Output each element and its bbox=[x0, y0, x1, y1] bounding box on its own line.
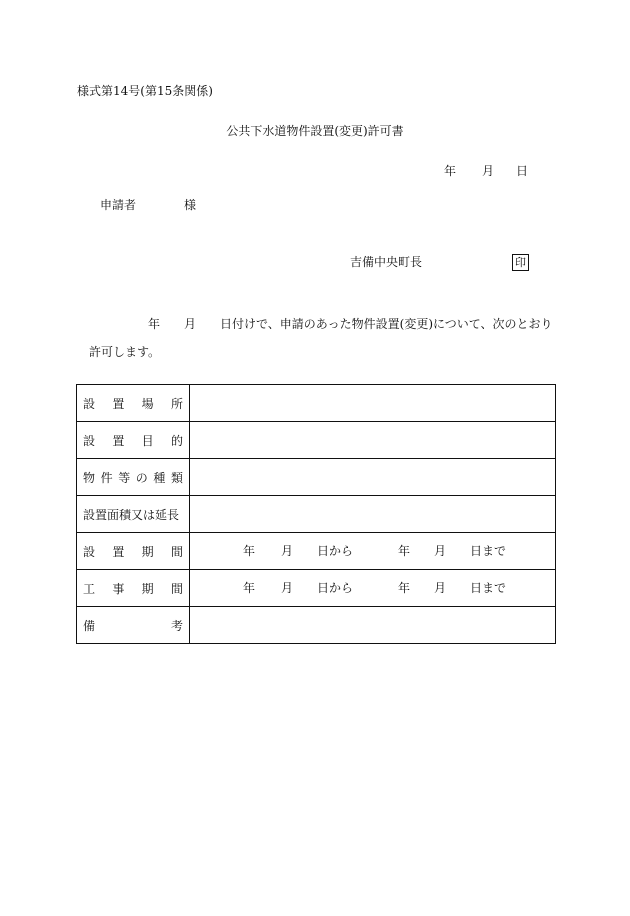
value-area-length[interactable] bbox=[190, 496, 556, 533]
form-number: 様式第14号(第15条関係) bbox=[77, 84, 213, 98]
row-label-installation-period bbox=[77, 533, 190, 570]
label-char: 期 bbox=[141, 544, 154, 559]
applicant-label: 申請者 bbox=[100, 198, 137, 212]
period-end-year: 年 bbox=[398, 544, 411, 558]
label-char: 種 bbox=[153, 470, 166, 485]
body-text-line2: 許可します。 bbox=[89, 345, 161, 359]
label-char: 備 bbox=[83, 618, 96, 633]
document-title: 公共下水道物件設置(変更)許可書 bbox=[226, 124, 404, 138]
label-char: 工 bbox=[83, 581, 96, 596]
permit-details-table bbox=[76, 384, 556, 644]
period-start-day: 日から bbox=[317, 581, 354, 595]
period-end-day: 日まで bbox=[470, 581, 507, 595]
date-month: 月 bbox=[482, 164, 495, 178]
label-char: 場 bbox=[141, 396, 154, 411]
value-construction-period[interactable] bbox=[190, 570, 556, 607]
label-char: 事 bbox=[112, 581, 125, 596]
period-start-year: 年 bbox=[243, 544, 256, 558]
value-item-type[interactable] bbox=[190, 459, 556, 496]
period-start-year: 年 bbox=[243, 581, 256, 595]
period-start-month: 月 bbox=[281, 544, 294, 558]
period-end-day: 日まで bbox=[470, 544, 507, 558]
label-char: 間 bbox=[170, 581, 183, 596]
label-char: 期 bbox=[141, 581, 154, 596]
date-day: 日 bbox=[516, 164, 529, 178]
label-char: の bbox=[135, 470, 148, 485]
label-char: 等 bbox=[118, 470, 131, 485]
seal-mark: 印 bbox=[512, 254, 529, 271]
table-row bbox=[77, 459, 556, 496]
row-label-location bbox=[77, 385, 190, 422]
label-char: 置 bbox=[112, 396, 125, 411]
table-row bbox=[77, 385, 556, 422]
period-end-month: 月 bbox=[434, 581, 447, 595]
label-char: 的 bbox=[170, 433, 183, 448]
label-char: 間 bbox=[170, 544, 183, 559]
table-row bbox=[77, 496, 556, 533]
body-year: 年 bbox=[148, 317, 161, 331]
label-char: 設 bbox=[83, 396, 96, 411]
period-end-year: 年 bbox=[398, 581, 411, 595]
label-char: 所 bbox=[170, 396, 183, 411]
value-purpose[interactable] bbox=[190, 422, 556, 459]
row-label-purpose bbox=[77, 422, 190, 459]
table-row bbox=[77, 607, 556, 644]
label-char: 設 bbox=[83, 544, 96, 559]
body-text-line1: 日付けで、申請のあった物件設置(変更)について、次のとおり bbox=[220, 317, 553, 331]
row-label-remarks bbox=[77, 607, 190, 644]
row-label-area-length bbox=[77, 496, 190, 533]
table-row bbox=[77, 533, 556, 570]
label-char: 考 bbox=[170, 618, 183, 633]
row-label-construction-period bbox=[77, 570, 190, 607]
label-char: 物 bbox=[83, 470, 96, 485]
row-label-item-type bbox=[77, 459, 190, 496]
table-row bbox=[77, 422, 556, 459]
value-remarks[interactable] bbox=[190, 607, 556, 644]
label-text: 設置面積又は延長 bbox=[83, 507, 180, 522]
value-installation-period[interactable] bbox=[190, 533, 556, 570]
issuer-name: 吉備中央町長 bbox=[350, 255, 423, 269]
value-location[interactable] bbox=[190, 385, 556, 422]
label-char: 置 bbox=[112, 433, 125, 448]
label-char: 設 bbox=[83, 433, 96, 448]
label-char: 類 bbox=[170, 470, 183, 485]
date-year: 年 bbox=[444, 164, 457, 178]
label-char: 置 bbox=[112, 544, 125, 559]
period-start-month: 月 bbox=[281, 581, 294, 595]
label-char: 件 bbox=[100, 470, 113, 485]
table-row bbox=[77, 570, 556, 607]
applicant-honorific: 様 bbox=[184, 198, 197, 212]
label-char: 目 bbox=[141, 433, 154, 448]
period-start-day: 日から bbox=[317, 544, 354, 558]
period-end-month: 月 bbox=[434, 544, 447, 558]
body-month: 月 bbox=[184, 317, 197, 331]
